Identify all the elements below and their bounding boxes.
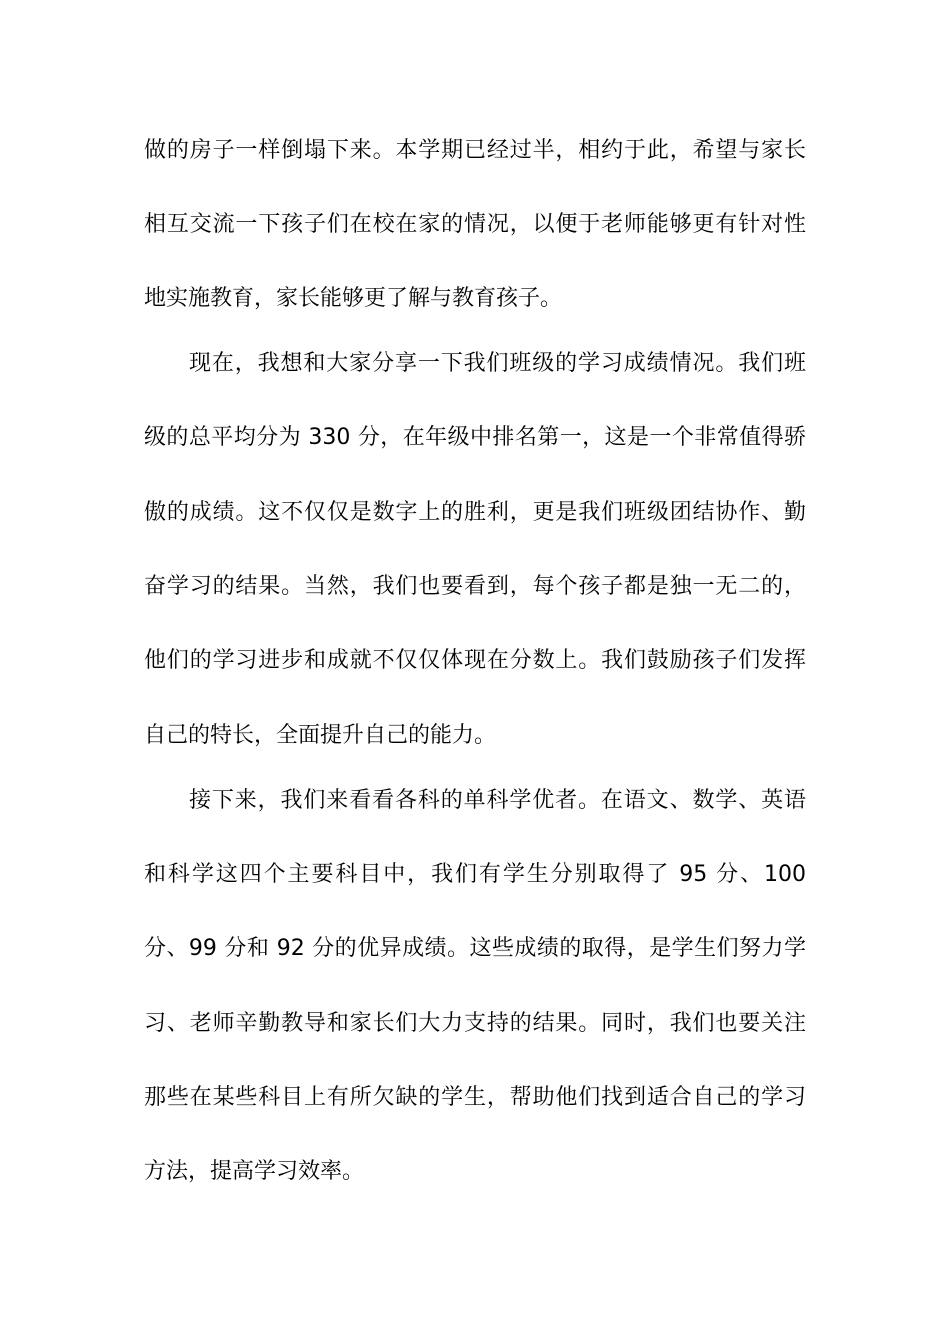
paragraph-3-line-5: 那些在某些科目上有所欠缺的学生，帮助他们找到适合自己的学习 <box>144 1085 806 1110</box>
paragraph-2-line-4: 奋学习的结果。当然，我们也要看到，每个孩子都是独一无二的， <box>144 574 806 599</box>
paragraph-1-line-2: 相互交流一下孩子们在校在家的情况，以便于老师能够更有针对性 <box>144 212 806 237</box>
paragraph-2-line-5: 他们的学习进步和成就不仅仅体现在分数上。我们鼓励孩子们发挥 <box>144 648 806 673</box>
paragraph-1-line-3: 地实施教育，家长能够更了解与教育孩子。 <box>144 286 563 311</box>
paragraph-2-line-1: 现在，我想和大家分享一下我们班级的学习成绩情况。我们班 <box>189 351 806 376</box>
paragraph-3-line-2: 和科学这四个主要科目中，我们有学生分别取得了 95 分、100 <box>144 862 806 887</box>
paragraph-3-line-6: 方法，提高学习效率。 <box>144 1159 365 1184</box>
paragraph-3-line-1: 接下来，我们来看看各科的单科学优者。在语文、数学、英语 <box>189 788 806 813</box>
paragraph-2-line-3: 傲的成绩。这不仅仅是数字上的胜利，更是我们班级团结协作、勤 <box>144 500 806 525</box>
paragraph-3-line-3: 分、99 分和 92 分的优异成绩。这些成绩的取得，是学生们努力学 <box>144 936 806 961</box>
paragraph-2-line-6: 自己的特长，全面提升自己的能力。 <box>144 723 497 748</box>
paragraph-1-line-1: 做的房子一样倒塌下来。本学期已经过半，相约于此，希望与家长 <box>144 138 806 163</box>
paragraph-3-line-4: 习、老师辛勤教导和家长们大力支持的结果。同时，我们也要关注 <box>144 1011 806 1036</box>
paragraph-2-line-2: 级的总平均分为 330 分，在年级中排名第一，这是一个非常值得骄 <box>144 425 806 450</box>
